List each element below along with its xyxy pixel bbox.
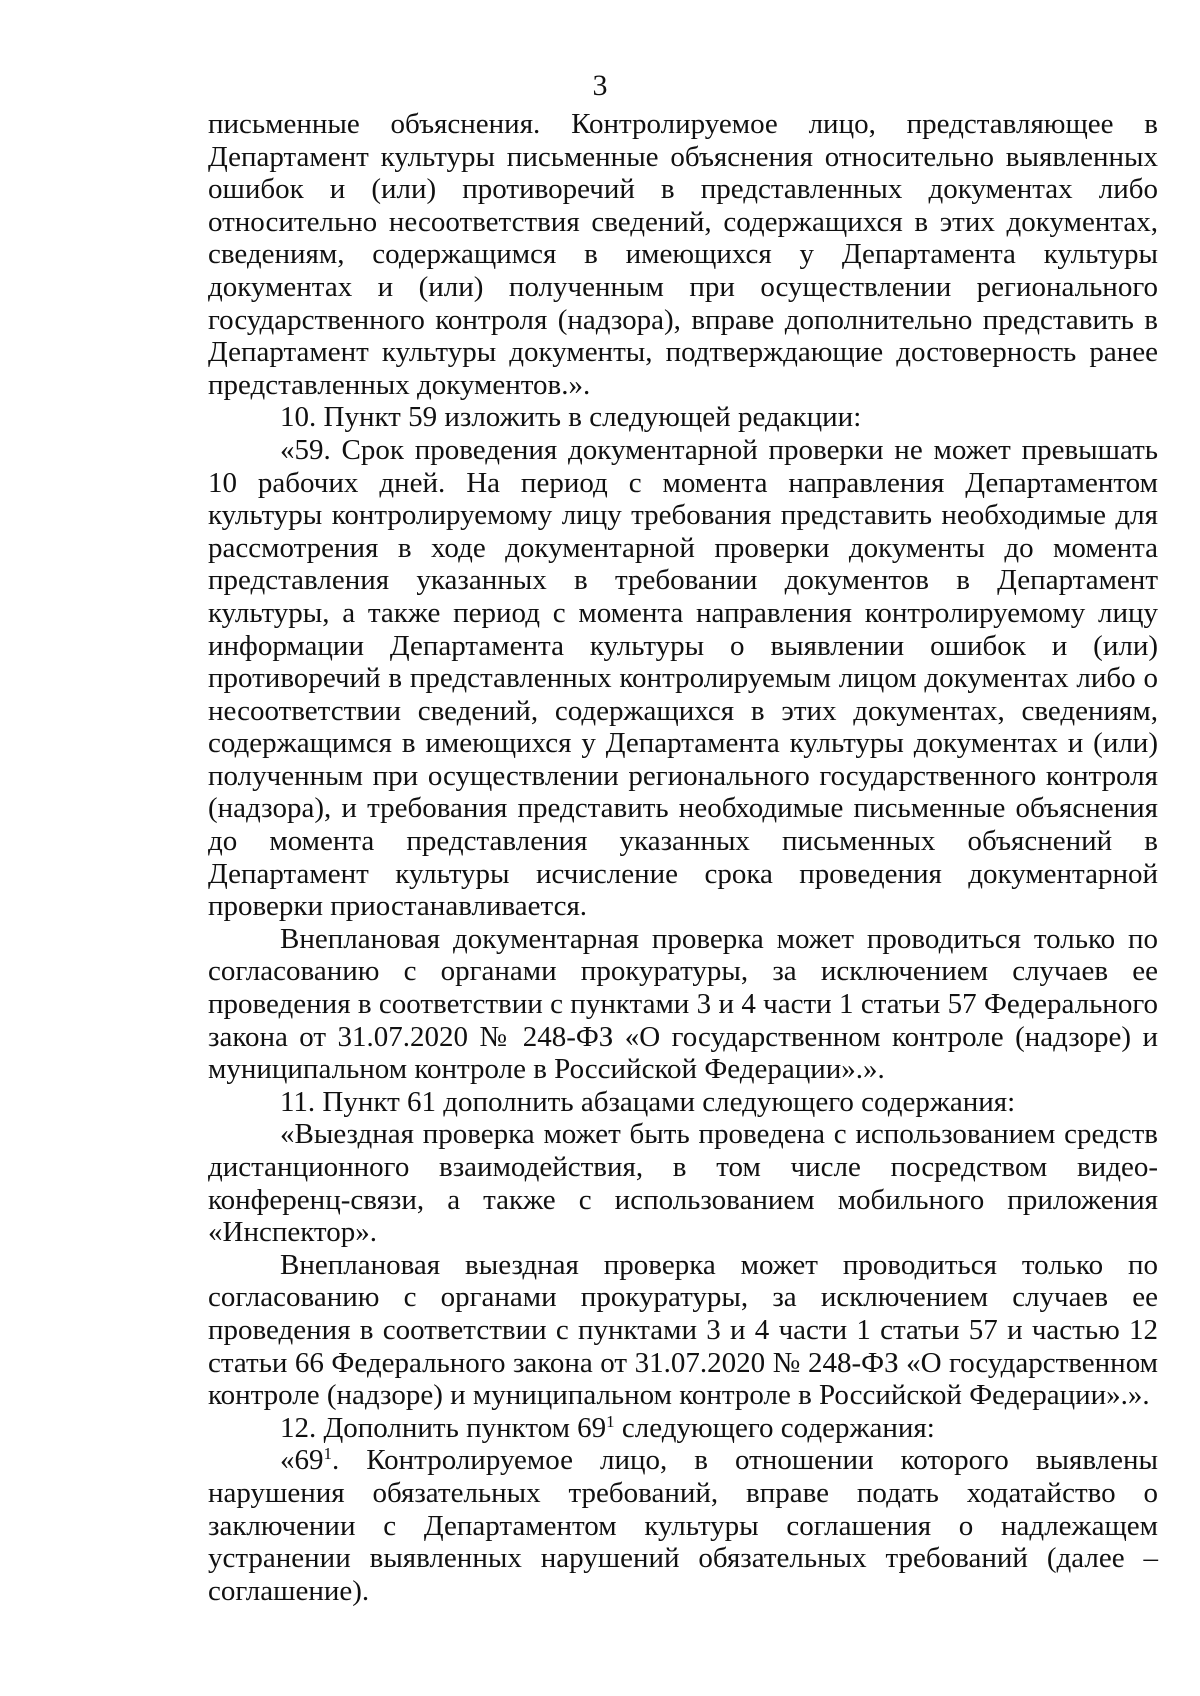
paragraph-item-59: «59. Срок проведения документарной проверки не может превышать 10 рабочих дней. На период с момента направления Департаментом культуры контролируемому лицу требования представить необходимые для рассмотрения в ходе документарной проверки документы до момента представления указанных в требовании документов в Департамент культуры, а также период с момента направления контролируемому лицу информации Департамента культуры о выявлении ошибок и (или) противоречий в представленных контролируемым лицом документах либо о несоответствии сведений, содержащихся в этих документах, сведениям, содержащимся в имеющихся у Департамента культуры документах и (или) полученным при осуществлении регионального государственного контроля (надзора), и требования представить необходимые письменные объяснения до момента представления указанных письменных объяснений в Департамент культуры исчисление срока проведения документарной проверки приостанавливается.: [208, 433, 1158, 923]
paragraph-item-10: 10. Пункт 59 изложить в следующей редакции:: [280, 401, 862, 434]
item-69-1-number: «69: [280, 1444, 324, 1477]
paragraph-unscheduled-documentary-check: Внеплановая документарная проверка может проводиться только по согласованию с органами прокуратуры, за исключением случаев ее проведения в соответствии с пунктами 3 и 4 части 1 статьи 57 Федерального закона от 31.07.2020 № 248-ФЗ «О государственном контроле (надзоре) и муниципальном контроле в Российской Федерации».».: [208, 922, 1158, 1086]
paragraph-unscheduled-onsite-check: Внеплановая выездная проверка может проводиться только по согласованию с органами прокуратуры, за исключением случаев ее проведения в соответствии с пунктами 3 и 4 части 1 статьи 57 и частью 12 статьи 66 Федерального закона от 31.07.2020 № 248-ФЗ «О государственном контроле (надзоре) и муниципальном контроле в Российской Федерации».».: [208, 1248, 1158, 1412]
paragraph-onsite-remote-check: «Выездная проверка может быть проведена с использованием средств дистанционного взаимодействия, в том числе посредством видео-конференц-связи, а также с использованием мобильного приложения «Инспектор».: [208, 1118, 1158, 1249]
item-12-text: 12. Дополнить пунктом 69: [280, 1411, 607, 1444]
item-12-text-end: следующего содержания:: [614, 1411, 935, 1444]
paragraph-item-69-1: [208, 1444, 1158, 1607]
paragraph-explanations: письменные объяснения. Контролируемое лицо, представляющее в Департамент культуры письменные объяснения относительно выявленных ошибок и (или) противоречий в представленных документах либо относительно несоответствия сведений, содержащихся в этих документах, сведениям, содержащимся в имеющихся у Департамента культуры документах и (или) полученным при осуществлении регионального государственного контроля (надзора), вправе дополнительно представить в Департамент культуры документы, подтверждающие достоверность ранее представленных документов.».: [208, 108, 1158, 401]
item-69-1-superscript: 1: [323, 1444, 332, 1464]
item-69-1-text: . Контролируемое лицо, в отношении которого выявлены нарушения обязательных требований, вправе подать ходатайство о заключении с Департаментом культуры соглашения о надлежащем устранении выявленных нарушений обязательных требований (далее – соглашение).: [208, 1444, 1158, 1607]
paragraph-item-12: [208, 1412, 1158, 1445]
paragraph-item-11: 11. Пункт 61 дополнить абзацами следующего содержания:: [280, 1085, 1016, 1118]
document-body: [208, 108, 1158, 1607]
page-number: 3: [592, 69, 608, 102]
item-12-superscript: 1: [606, 1411, 615, 1431]
